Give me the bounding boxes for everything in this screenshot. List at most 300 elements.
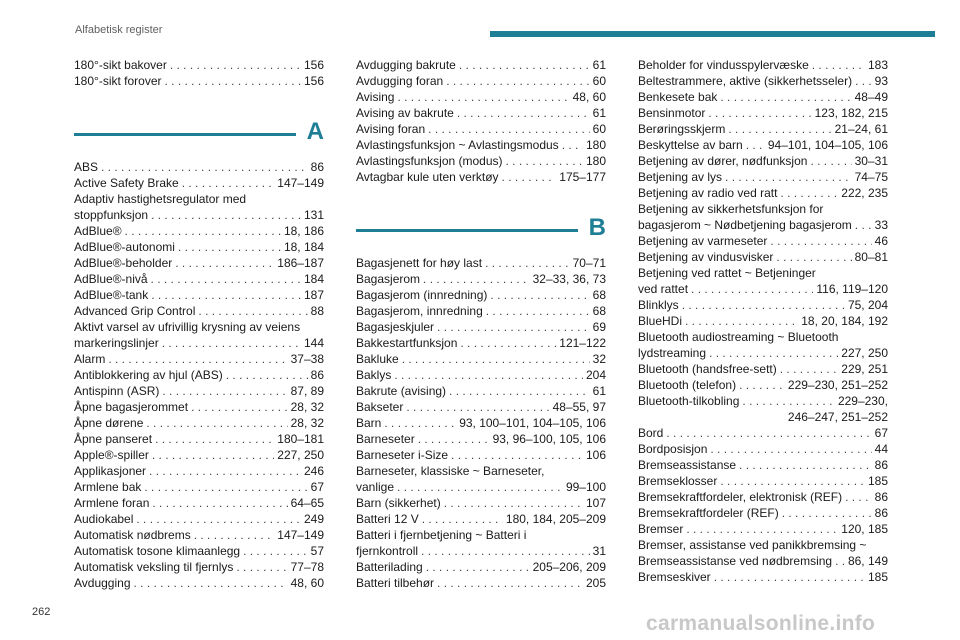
dot-leader <box>855 217 872 233</box>
index-entry <box>356 495 606 511</box>
index-entry <box>638 249 888 265</box>
dot-leader <box>175 255 274 271</box>
dot-leader <box>845 489 872 505</box>
entry-pages: 18, 186 <box>283 224 324 238</box>
entry-pages: 229–230, 251–252 <box>787 378 888 392</box>
entry-pages: 75, 204 <box>847 298 888 312</box>
dot-leader <box>691 281 813 297</box>
entry-term: Applikasjoner <box>74 464 147 478</box>
dot-leader <box>428 121 589 137</box>
entry-term: Barn <box>356 416 382 430</box>
index-entry <box>638 89 888 105</box>
index-entry <box>74 511 324 527</box>
entry-term: Automatisk veksling til fjernlys <box>74 560 234 574</box>
entry-term: Barneseter, klassiske ~ Barneseter, <box>356 464 545 478</box>
entry-pages: 32 <box>592 352 606 366</box>
entry-pages: 68 <box>592 304 606 318</box>
entry-pages: 68 <box>592 288 606 302</box>
entry-pages: 44 <box>874 442 888 456</box>
dot-leader <box>406 399 549 415</box>
entry-pages: 123, 182, 215 <box>814 106 888 120</box>
index-entry <box>74 495 324 511</box>
entry-term: ABS <box>74 160 99 174</box>
index-entry <box>74 431 324 447</box>
entry-term: Audiokabel <box>74 512 134 526</box>
entry-term: Bagasjerom, innredning <box>356 304 483 318</box>
entry-pages: 147–149 <box>277 528 324 542</box>
entry-term: 180°-sikt bakover <box>74 58 167 72</box>
entry-pages: 131 <box>303 208 324 222</box>
entry-pages: 33 <box>874 218 888 232</box>
entry-pages: 32–33, 36, 73 <box>532 272 606 286</box>
index-entry <box>356 575 606 591</box>
dot-leader <box>402 351 590 367</box>
entry-pages: 64–65 <box>290 496 324 510</box>
dot-leader <box>437 319 590 335</box>
entry-pages: 88 <box>310 304 324 318</box>
index-entry <box>356 383 606 399</box>
index-entry <box>638 505 888 521</box>
entry-term: Avdugging foran <box>356 74 444 88</box>
index-entry <box>356 431 606 447</box>
dot-leader <box>170 57 301 73</box>
index-entry <box>74 575 324 591</box>
dot-leader <box>394 367 583 383</box>
entry-pages: 77–78 <box>290 560 324 574</box>
entry-pages: 86 <box>310 368 324 382</box>
index-entry <box>74 255 324 271</box>
entry-term: Automatisk tosone klimaanlegg <box>74 544 241 558</box>
entry-pages: 116, 119–120 <box>816 282 888 296</box>
dot-leader <box>485 255 570 271</box>
dot-leader <box>682 297 845 313</box>
entry-term: Betjening av radio ved ratt <box>638 186 778 200</box>
entry-term: Avising av bakrute <box>356 106 454 120</box>
index-entry <box>356 351 606 367</box>
entry-term: Bluetooth-tilkobling <box>638 394 740 408</box>
index-entry <box>638 473 888 489</box>
entry-term: Bluetooth (telefon) <box>638 378 737 392</box>
dot-leader <box>155 431 274 447</box>
index-entry <box>356 367 606 383</box>
dot-leader <box>191 399 288 415</box>
index-entry <box>356 255 606 271</box>
index-entry <box>356 121 606 137</box>
dot-leader <box>444 495 583 511</box>
index-entry <box>74 543 324 559</box>
entry-pages: 227, 250 <box>277 448 324 462</box>
entry-pages: 156 <box>303 58 324 72</box>
entry-pages: 48–55, 97 <box>552 400 606 414</box>
entry-term: Bagasjerom <box>356 272 421 286</box>
index-entry <box>356 169 606 185</box>
entry-term: vanlige <box>356 480 395 494</box>
dot-leader <box>108 351 287 367</box>
entry-term: stoppfunksjon <box>74 208 149 222</box>
entry-term: Bensinmotor <box>638 106 706 120</box>
entry-pages: 185 <box>867 474 888 488</box>
index-entry <box>356 287 606 303</box>
dot-leader <box>720 89 851 105</box>
index-entry <box>356 271 606 287</box>
index-entry <box>74 479 324 495</box>
entry-term: Avdugging <box>74 576 131 590</box>
index-entry <box>74 383 324 399</box>
index-entry <box>638 121 888 137</box>
index-entry <box>638 569 888 585</box>
index-entry <box>74 57 324 73</box>
index-entry <box>74 415 324 431</box>
entry-term: AdBlue®-tank <box>74 288 149 302</box>
entry-term: Barneseter <box>356 432 415 446</box>
index-entry <box>356 137 606 153</box>
entry-pages: 67 <box>310 480 324 494</box>
dot-leader <box>152 447 274 463</box>
entry-pages: 46 <box>874 234 888 248</box>
index-entry <box>74 319 324 351</box>
entry-term: Bakseter <box>356 400 404 414</box>
entry-pages: 60 <box>592 122 606 136</box>
dot-leader <box>502 169 557 185</box>
index-entry <box>638 489 888 505</box>
entry-term: Bordposisjon <box>638 442 708 456</box>
page-number: 262 <box>32 606 51 618</box>
index-entry <box>638 329 888 361</box>
entry-term: Antispinn (ASR) <box>74 384 160 398</box>
entry-pages: 246 <box>303 464 324 478</box>
entry-term: Barneseter i-Size <box>356 448 449 462</box>
entry-term: bagasjerom ~ Nødbetjening bagasjerom <box>638 218 852 232</box>
entry-pages: 121–122 <box>559 336 606 350</box>
entry-term: Berøringsskjerm <box>638 122 726 136</box>
dot-leader <box>720 473 865 489</box>
entry-term: AdBlue®-beholder <box>74 256 173 270</box>
entry-pages: 180, 184, 205–209 <box>505 512 606 526</box>
dot-leader <box>710 441 871 457</box>
index-entry <box>356 335 606 351</box>
entry-term: Apple®-spiller <box>74 448 149 462</box>
watermark: carmanualsonline.info <box>646 612 876 635</box>
index-entry <box>638 377 888 393</box>
index-entry <box>74 367 324 383</box>
entry-term: Armlene foran <box>74 496 150 510</box>
entry-pages: 74–75 <box>854 170 888 184</box>
entry-pages: 180 <box>585 138 606 152</box>
index-entry <box>638 201 888 233</box>
dot-leader <box>101 159 308 175</box>
entry-pages: 229, 251 <box>841 362 888 376</box>
index-entry <box>638 153 888 169</box>
entry-term: Barn (sikkerhet) <box>356 496 441 510</box>
dot-leader <box>243 543 308 559</box>
entry-pages: 61 <box>592 384 606 398</box>
index-entry <box>638 185 888 201</box>
entry-pages: 156 <box>303 74 324 88</box>
entry-term: Active Safety Brake <box>74 176 179 190</box>
dot-leader <box>226 367 308 383</box>
dot-leader <box>178 239 281 255</box>
entry-term: Bremseskiver <box>638 570 711 584</box>
entry-pages: 60 <box>592 74 606 88</box>
index-entry <box>74 239 324 255</box>
entry-pages: 21–24, 61 <box>834 122 888 136</box>
entry-pages: 180–181 <box>277 432 324 446</box>
entry-term: Bluetooth audiostreaming ~ Bluetooth <box>638 330 839 344</box>
entry-term: Bord <box>638 426 664 440</box>
entry-term: Avtagbar kule uten verktøy <box>356 170 499 184</box>
entry-term: 180°-sikt forover <box>74 74 162 88</box>
entry-term: Automatisk nødbrems <box>74 528 191 542</box>
entry-pages: 249 <box>303 512 324 526</box>
entry-pages: 120, 185 <box>841 522 888 536</box>
index-entry <box>638 57 888 73</box>
index-entry <box>356 527 606 559</box>
entry-pages: 229–230, <box>837 394 888 408</box>
dot-leader <box>451 447 583 463</box>
entry-term: Benkesete bak <box>638 90 718 104</box>
dot-leader <box>780 361 839 377</box>
section-header <box>356 207 606 253</box>
index-entry <box>74 287 324 303</box>
entry-term: Bagasjeskjuler <box>356 320 435 334</box>
dot-leader <box>423 271 530 287</box>
dot-leader <box>835 553 845 569</box>
dot-leader <box>125 223 281 239</box>
entry-term: fjernkontroll <box>356 544 419 558</box>
entry-term: Åpne panseret <box>74 432 153 446</box>
dot-leader <box>457 105 590 121</box>
entry-term: Bremser, assistanse ved panikkbremsing ~ <box>638 538 867 552</box>
entry-term: Alarm <box>74 352 106 366</box>
dot-leader <box>426 559 530 575</box>
entry-pages: 18, 20, 184, 192 <box>801 314 888 328</box>
entry-term: BlueHDi <box>638 314 683 328</box>
index-column-3 <box>638 57 888 585</box>
index-entry <box>356 105 606 121</box>
entry-term: Batteri tilbehør <box>356 576 435 590</box>
index-entry <box>74 223 324 239</box>
index-column-1 <box>74 57 324 591</box>
entry-pages: 144 <box>303 336 324 350</box>
entry-pages: 28, 32 <box>290 416 324 430</box>
dot-leader <box>666 425 871 441</box>
dot-leader <box>855 73 872 89</box>
dot-leader <box>725 169 852 185</box>
dot-leader <box>134 575 288 591</box>
entry-term: Bremser <box>638 522 684 536</box>
dot-leader <box>446 73 589 89</box>
index-entry <box>638 521 888 537</box>
entry-pages: 61 <box>592 58 606 72</box>
entry-pages: 227, 250 <box>841 346 888 360</box>
entry-term: Beltestrammere, aktive (sikkerhetsseler) <box>638 74 853 88</box>
entry-pages: 147–149 <box>277 176 324 190</box>
entry-term: Åpne dørene <box>74 416 144 430</box>
entry-term: Betjening av vindusvisker <box>638 250 774 264</box>
index-entry <box>638 537 888 569</box>
entry-term: Batteri i fjernbetjening ~ Batteri i <box>356 528 527 542</box>
entry-pages: 86 <box>874 458 888 472</box>
entry-pages: 187 <box>303 288 324 302</box>
dot-leader <box>151 271 301 287</box>
index-entry <box>638 265 888 297</box>
entry-pages: 93 <box>874 74 888 88</box>
index-entry <box>638 361 888 377</box>
dot-leader <box>770 233 871 249</box>
index-entry <box>356 447 606 463</box>
dot-leader <box>151 207 301 223</box>
dot-leader <box>776 249 851 265</box>
entry-pages: 31 <box>592 544 606 558</box>
entry-pages: 222, 235 <box>841 186 888 200</box>
dot-leader <box>709 345 838 361</box>
dot-leader <box>194 527 275 543</box>
index-entry <box>638 425 888 441</box>
dot-leader <box>422 511 503 527</box>
index-entry <box>74 447 324 463</box>
dot-leader <box>742 393 835 409</box>
dot-leader <box>782 505 872 521</box>
entry-pages: 37–38 <box>290 352 324 366</box>
entry-term: Bakkestartfunksjon <box>356 336 458 350</box>
dot-leader <box>144 479 307 495</box>
entry-pages: 99–100 <box>565 480 606 494</box>
entry-term: Betjening av sikkerhetsfunksjon for <box>638 202 824 216</box>
entry-term: Adaptiv hastighetsregulator med <box>74 192 247 206</box>
index-entry <box>638 169 888 185</box>
index-entry <box>356 399 606 415</box>
entry-term: Betjening ved rattet ~ Betjeninger <box>638 266 816 280</box>
section-letter: A <box>306 118 324 145</box>
dot-leader <box>397 89 569 105</box>
entry-term: Bakluke <box>356 352 399 366</box>
entry-pages: 30–31 <box>854 154 888 168</box>
entry-pages: 28, 32 <box>290 400 324 414</box>
entry-term: Avising foran <box>356 122 426 136</box>
dot-leader <box>739 377 785 393</box>
dot-leader <box>162 383 287 399</box>
index-entry <box>74 351 324 367</box>
entry-pages: 183 <box>867 58 888 72</box>
entry-pages: 93, 100–101, 104–105, 106 <box>459 416 606 430</box>
entry-term: Beholder for vindusspylervæske <box>638 58 809 72</box>
index-entry <box>638 233 888 249</box>
entry-pages-continued: 246–247, 251–252 <box>787 410 888 424</box>
entry-term: Avlastingsfunksjon ~ Avlastingsmodus <box>356 138 559 152</box>
dot-leader <box>136 511 301 527</box>
entry-term: Armlene bak <box>74 480 142 494</box>
dot-leader <box>486 303 590 319</box>
entry-pages: 107 <box>585 496 606 510</box>
index-entry <box>356 559 606 575</box>
entry-term: Bagasjenett for høy last <box>356 256 483 270</box>
section-letter: B <box>588 214 606 241</box>
dot-leader <box>714 569 865 585</box>
entry-term: Advanced Grip Control <box>74 304 196 318</box>
entry-term: Bremseassistanse ved nødbremsing <box>638 554 833 568</box>
entry-pages: 205–206, 209 <box>532 560 606 574</box>
index-entry <box>356 415 606 431</box>
index-entry <box>74 303 324 319</box>
dot-leader <box>437 575 583 591</box>
entry-pages: 175–177 <box>559 170 606 184</box>
entry-pages: 93, 96–100, 105, 106 <box>492 432 606 446</box>
dot-leader <box>780 185 838 201</box>
entry-term: Bakrute (avising) <box>356 384 447 398</box>
entry-term: markeringslinjer <box>74 336 159 350</box>
index-entry <box>356 463 606 495</box>
index-entry <box>638 297 888 313</box>
dot-leader <box>746 137 765 153</box>
index-entry <box>356 511 606 527</box>
dot-leader <box>506 153 583 169</box>
entry-term: Betjening av dører, nødfunksjon <box>638 154 808 168</box>
dot-leader <box>149 463 301 479</box>
dot-leader <box>151 287 301 303</box>
dot-leader <box>384 415 456 431</box>
dot-leader <box>182 175 275 191</box>
entry-pages: 185 <box>867 570 888 584</box>
entry-term: Avdugging bakrute <box>356 58 456 72</box>
dot-leader <box>739 457 872 473</box>
dot-leader <box>460 335 556 351</box>
entry-pages: 86 <box>874 490 888 504</box>
dot-leader <box>146 415 287 431</box>
entry-term: Bagasjerom (innredning) <box>356 288 488 302</box>
dot-leader <box>812 57 865 73</box>
index-entry <box>74 463 324 479</box>
section-header <box>74 111 324 157</box>
entry-pages: 48, 60 <box>290 576 324 590</box>
index-entry <box>356 303 606 319</box>
index-entry <box>74 399 324 415</box>
index-entry <box>638 441 888 457</box>
entry-term: Aktivt varsel av ufrivillig krysning av veiens <box>74 320 301 334</box>
dot-leader <box>449 383 590 399</box>
header-accent-bar <box>490 31 935 37</box>
entry-term: Baklys <box>356 368 392 382</box>
index-column-2 <box>356 57 606 591</box>
dot-leader <box>728 121 831 137</box>
entry-term: Bremsekraftfordeler (REF) <box>638 506 779 520</box>
entry-pages: 80–81 <box>854 250 888 264</box>
dot-leader <box>165 73 301 89</box>
header-title: Alfabetisk register <box>75 24 163 36</box>
index-entry <box>74 271 324 287</box>
entry-term: Bluetooth (handsfree-sett) <box>638 362 777 376</box>
entry-pages: 67 <box>874 426 888 440</box>
entry-term: Åpne bagasjerommet <box>74 400 189 414</box>
section-rule <box>74 133 296 136</box>
dot-leader <box>459 57 590 73</box>
entry-pages: 87, 89 <box>290 384 324 398</box>
dot-leader <box>152 495 287 511</box>
dot-leader <box>708 105 811 121</box>
entry-pages: 205 <box>585 576 606 590</box>
entry-term: AdBlue®-autonomi <box>74 240 175 254</box>
index-entry <box>638 137 888 153</box>
entry-term: Bremseassistanse <box>638 458 737 472</box>
entry-term: Beskyttelse av barn <box>638 138 743 152</box>
dot-leader <box>236 559 287 575</box>
entry-term: AdBlue®-nivå <box>74 272 148 286</box>
entry-pages: 86 <box>310 160 324 174</box>
index-entry <box>74 159 324 175</box>
dot-leader <box>685 313 798 329</box>
entry-pages: 18, 184 <box>283 240 324 254</box>
index-entry <box>638 393 888 425</box>
index-entry <box>356 89 606 105</box>
